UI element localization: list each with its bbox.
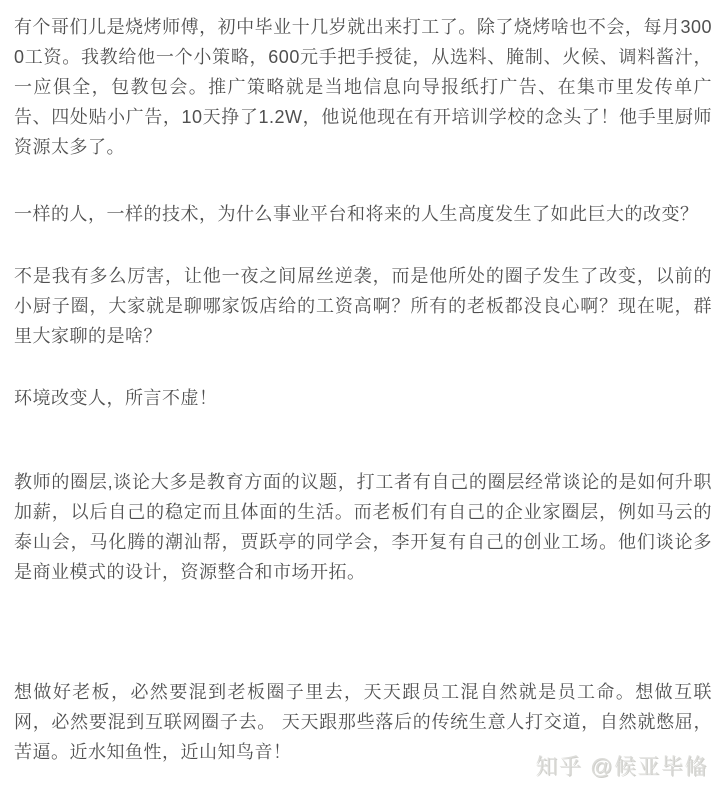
paragraph-story: 有个哥们儿是烧烤师傅，初中毕业十几岁就出来打工了。除了烧烤啥也不会，每月3000工资。我教给他一个小策略，600元手把手授徒，从选料、腌制、火候、调料酱汁，一应俱全，包教包会。推广策略就是当地信息向导报纸打广告、在集市里发传单广告、四处贴小广告，10天挣了1.2W，他说他现在有开培训学校的念头了！他手里厨师资源太多了。: [14, 17, 712, 157]
paragraph-conclusion: 想做好老板，必然要混到老板圈子里去，天天跟员工混自然就是员工命。想做互联网，必然要混到互联网圈子去。 天天跟那些落后的传统生意人打交道，自然就憋屈，苦逼。近水知鱼性，近山知鸟音！: [14, 682, 712, 762]
zhihu-watermark: 知乎 @候亚毕偹: [535, 754, 708, 779]
answer-article: [14, 12, 712, 767]
paragraph-question: 一样的人，一样的技术，为什么事业平台和将来的人生高度发生了如此巨大的改变？: [14, 204, 699, 224]
paragraph-circle-change: 不是我有多么厉害，让他一夜之间屌丝逆袭，而是他所处的圈子发生了改变，以前的小厨子圈，大家就是聊哪家饭店给的工资高啊？所有的老板都没良心啊？现在呢，群里大家聊的是啥？: [14, 266, 712, 346]
paragraph-environment: 环境改变人，所言不虚！: [14, 388, 218, 408]
paragraph-circles-examples: 教师的圈层,谈论大多是教育方面的议题，打工者有自己的圈层经常谈论的是如何升职加薪，以后自己的稳定而且体面的生活。而老板们有自己的企业家圈层，例如马云的泰山会，马化腾的潮汕帮，贾跃亭的同学会，李开复有自己的创业工场。他们谈论多是商业模式的设计，资源整合和市场开拓。: [14, 472, 712, 582]
